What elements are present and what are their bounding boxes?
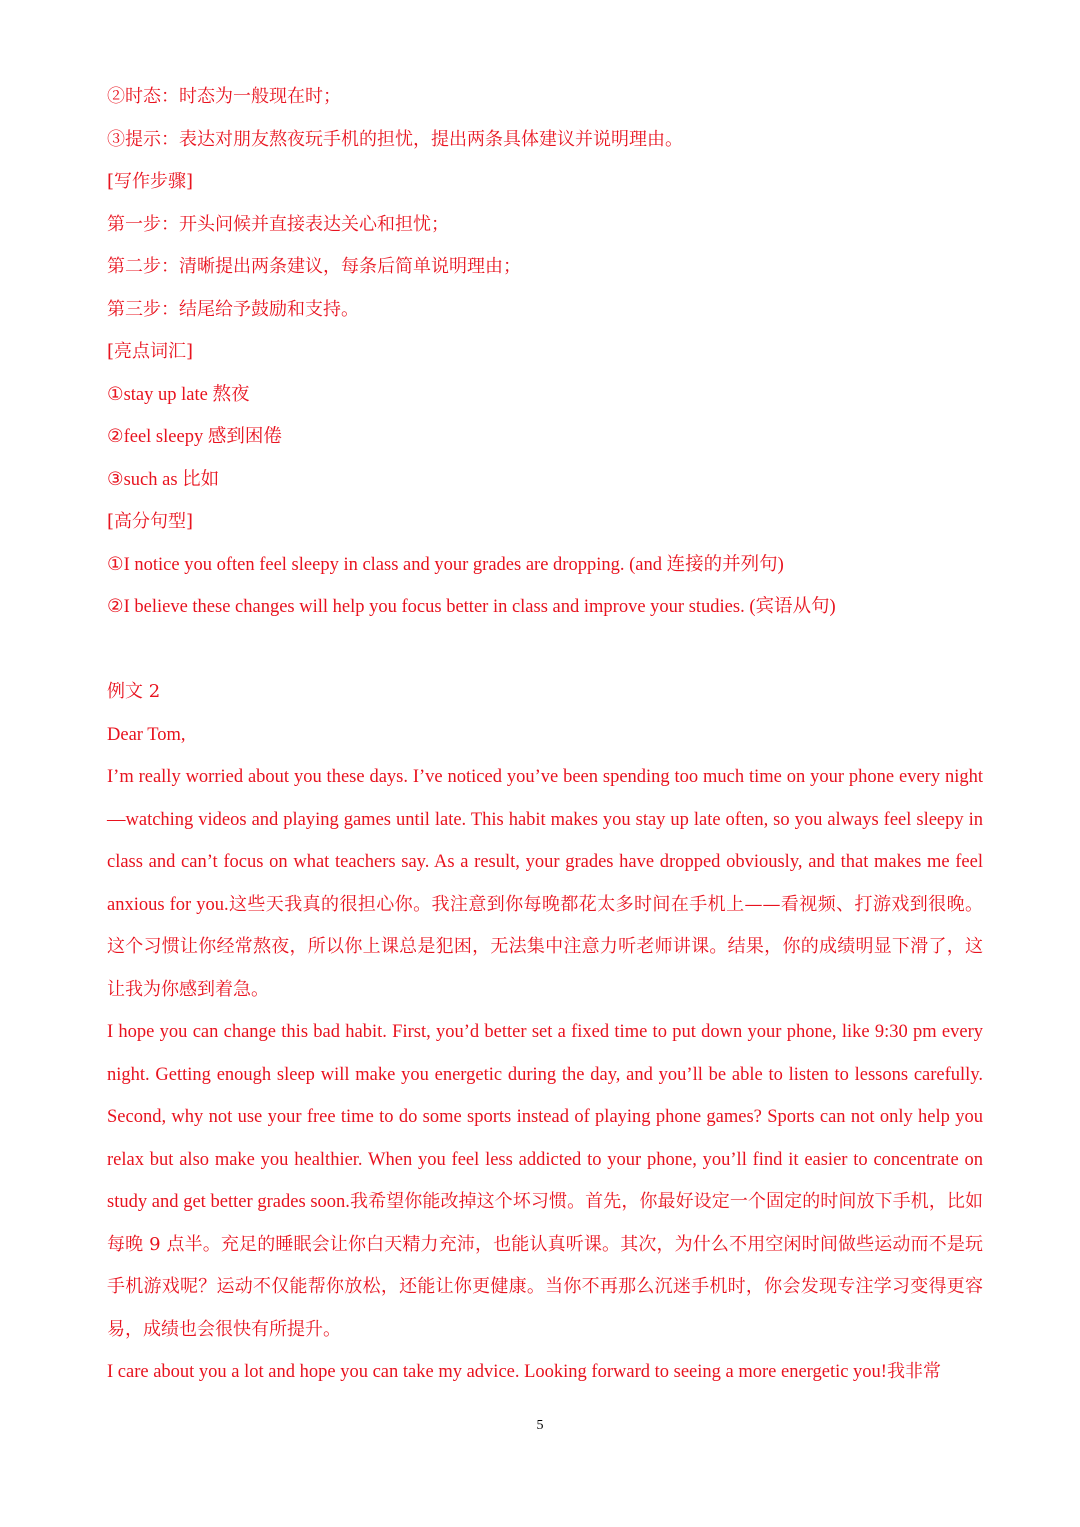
letter-greeting: Dear Tom,	[107, 724, 186, 745]
step-three: 第三步：结尾给予鼓励和支持。	[107, 298, 359, 320]
blank-line	[107, 629, 983, 672]
letter-paragraph-3	[107, 1351, 983, 1394]
vocabulary-item: ③such as 比如	[107, 469, 220, 490]
writing-steps-heading: [写作步骤]	[107, 171, 194, 192]
example-heading: 例文 2	[107, 681, 161, 702]
letter-paragraph-2	[107, 1011, 983, 1351]
step-one: 第一步：开头问候并直接表达关心和担忧；	[107, 213, 449, 235]
tense-note: ②时态：时态为一般现在时；	[107, 86, 341, 107]
page-number: 5	[536, 1418, 544, 1433]
paragraph-translation: 我非常	[886, 1361, 941, 1382]
paragraph-english: I’m really worried about you these days. I’ve noticed you’ve been spending too much time on your phone every night—watching videos and playing games until late. This habit makes you stay up late often, so you always feel sleepy in class and can’t focus on what teachers say. As a result, your grades have dropped obviously, and that makes me feel anxious for you.	[107, 767, 983, 915]
vocabulary-heading: [亮点词汇]	[107, 341, 194, 362]
sentence-patterns-heading: [高分句型]	[107, 511, 194, 532]
hint-note: ③提示：表达对朋友熬夜玩手机的担忧，提出两条具体建议并说明理由。	[107, 128, 683, 150]
letter-paragraph-1	[107, 756, 983, 1011]
sentence-pattern-item: ②I believe these changes will help you focus better in class and improve your studies. (宾语从句)	[107, 597, 836, 617]
paragraph-translation: 这些天我真的很担心你。我注意到你每晚都花太多时间在手机上——看视频、打游戏到很晚。这个习惯让你经常熬夜，所以你上课总是犯困，无法集中注意力听老师讲课。结果，你的成绩明显下滑了，这让我为你感到着急。	[107, 893, 984, 1000]
step-two: 第二步：清晰提出两条建议，每条后简单说明理由；	[107, 256, 521, 277]
paragraph-english: I hope you can change this bad habit. First, you’d better set a fixed time to put down your phone, like 9:30 pm every night. Getting enough sleep will make you energetic during the day, and you’ll be able to listen to lessons carefully. Second, why not use your free time to do some sports instead of playing phone games? Sports can not only help you relax but also make you healthier. When you feel less addicted to your phone, you’ll find it easier to concentrate on study and get better grades soon.	[107, 1022, 983, 1212]
sentence-pattern-item: ①I notice you often feel sleepy in class and your grades are dropping. (and 连接的并列句)	[107, 554, 784, 575]
paragraph-translation: 我希望你能改掉这个坏习惯。首先，你最好设定一个固定的时间放下手机，比如每晚 9 点半。充足的睡眠会让你白天精力充沛，也能认真听课。其次，为什么不用空闲时间做些运动而不是玩手机游戏呢？运动不仅能帮你放松，还能让你更健康。当你不再那么沉迷手机时，你会发现专注学习变得更容易，成绩也会很快有所提升。	[107, 1191, 983, 1340]
vocabulary-item: ①stay up late 熬夜	[107, 384, 250, 405]
document-body	[107, 76, 983, 1394]
paragraph-english: I care about you a lot and hope you can take my advice. Looking forward to seeing a more energetic you!	[107, 1362, 887, 1382]
vocabulary-item: ②feel sleepy 感到困倦	[107, 427, 282, 447]
